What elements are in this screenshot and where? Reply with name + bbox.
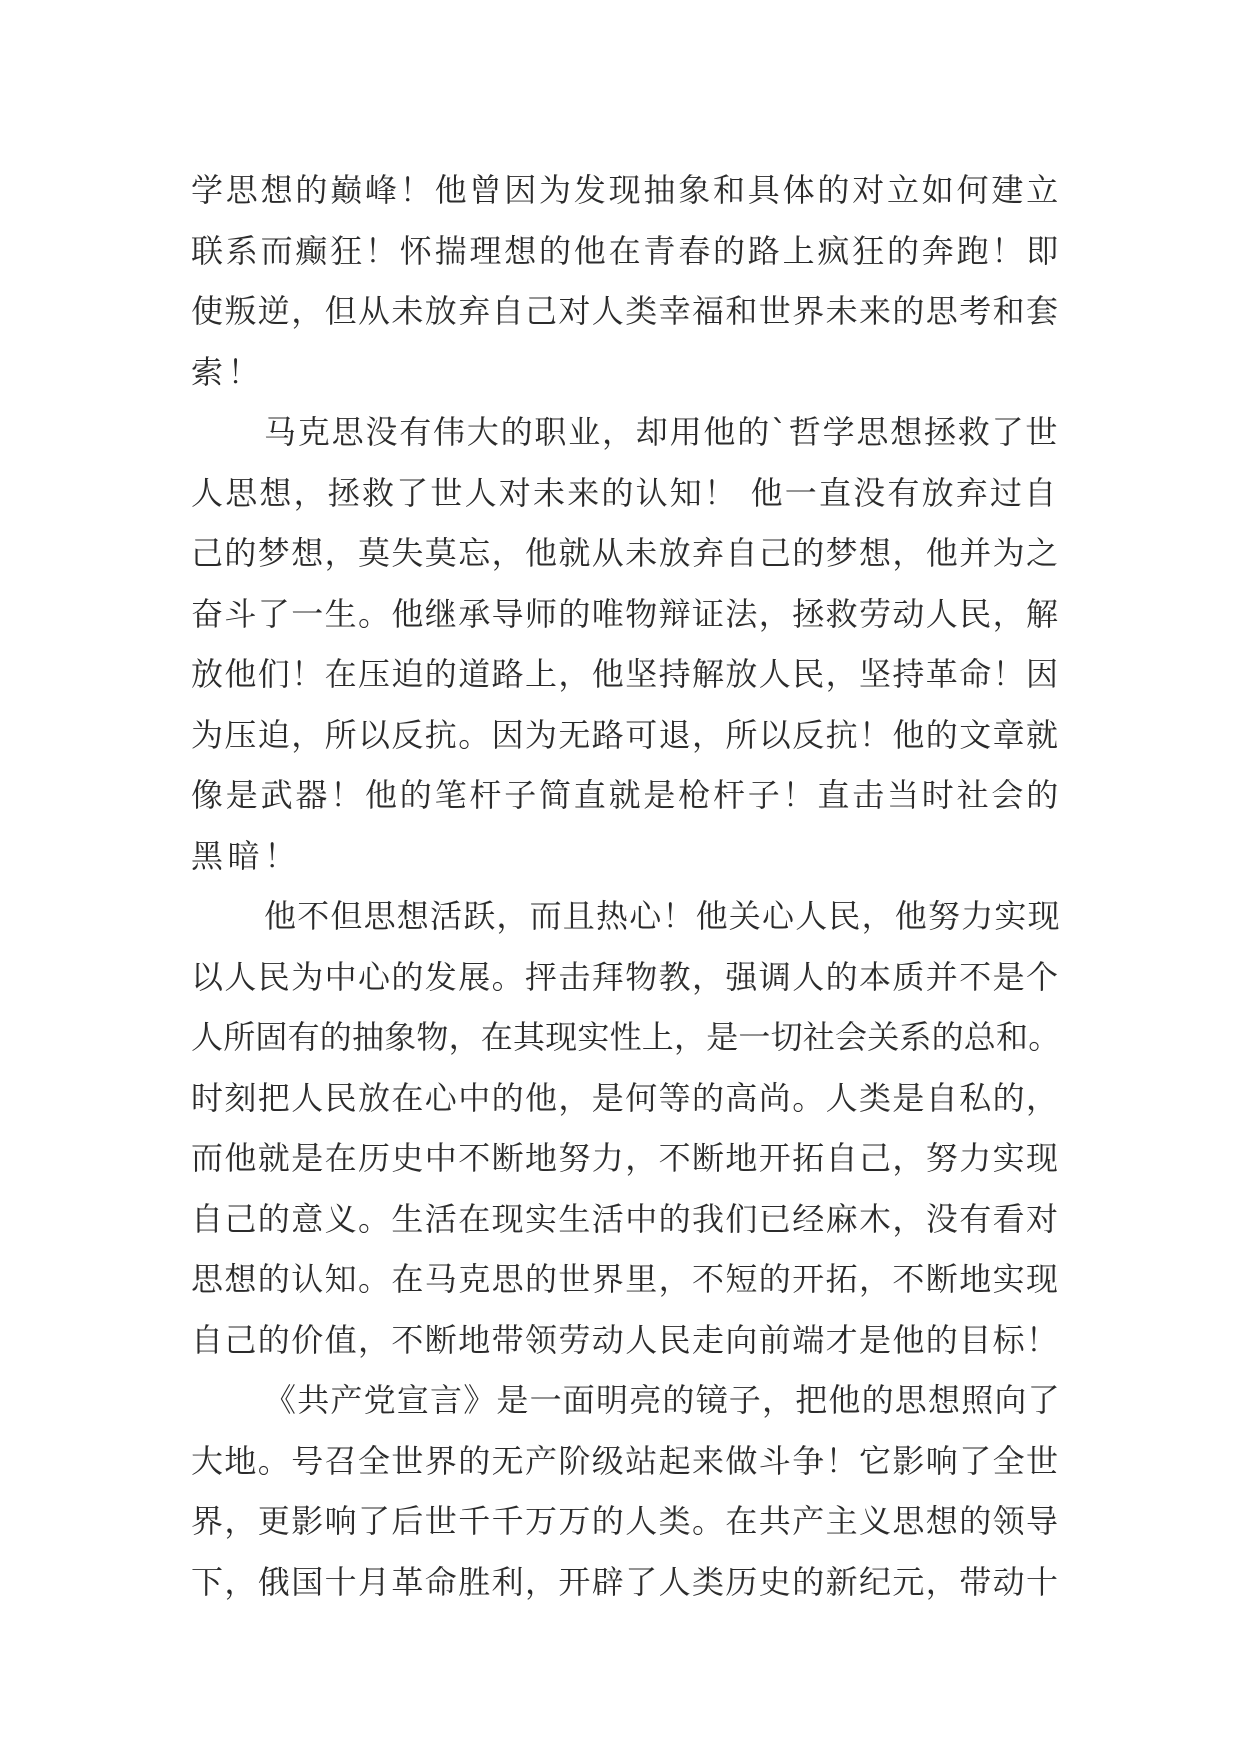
text-line: 联系而癫狂！怀揣理想的他在青春的路上疯狂的奔跑！即 bbox=[191, 231, 1062, 270]
text-line: 学思想的巅峰！他曾因为发现抽象和具体的对立如何建立 bbox=[191, 171, 1062, 209]
body-text bbox=[191, 160, 1061, 1612]
text-line: 索！ bbox=[191, 352, 265, 391]
text-line: 放他们！在压迫的道路上，他坚持解放人民，坚持革命！因 bbox=[191, 655, 1060, 693]
text-line: 以人民为中心的发展。抨击拜物教，强调人的本质并不是个 bbox=[191, 957, 1060, 996]
text-line: 人思想，拯救了世人对未来的认知！ 他一直没有放弃过自 bbox=[191, 473, 1059, 512]
text-line: 自己的意义。生活在现实生活中的我们已经麻木，没有看对 bbox=[191, 1199, 1060, 1238]
paragraph-first-line: 马克思没有伟大的职业，却用他的`哲学思想拯救了世 bbox=[264, 413, 1060, 451]
text-line: 使叛逆，但从未放弃自己对人类幸福和世界未来的思考和套 bbox=[191, 292, 1060, 330]
text-line: 奋斗了一生。他继承导师的唯物辩证法，拯救劳动人民，解 bbox=[191, 594, 1060, 633]
text-line: 为压迫，所以反抗。因为无路可退，所以反抗！他的文章就 bbox=[191, 715, 1060, 754]
text-line: 下，俄国十月革命胜利，开辟了人类历史的新纪元，带动十 bbox=[191, 1562, 1060, 1601]
paragraph-first-line: 《共产党宣言》是一面明亮的镜子，把他的思想照向了 bbox=[264, 1381, 1061, 1419]
text-line: 界，更影响了后世千千万万的人类。在共产主义思想的领导 bbox=[191, 1502, 1060, 1540]
text-line: 自己的价值，不断地带领劳动人民走向前端才是他的目标！ bbox=[191, 1320, 1060, 1359]
paragraph-first-line: 他不但思想活跃，而且热心！他关心人民，他努力实现 bbox=[264, 897, 1061, 935]
text-line: 己的梦想，莫失莫忘，他就从未放弃自己的梦想，他并为之 bbox=[191, 534, 1060, 572]
text-line: 黑暗！ bbox=[191, 836, 301, 875]
text-line: 人所固有的抽象物，在其现实性上，是一切社会关系的总和。 bbox=[191, 1018, 1061, 1056]
text-line: 大地。号召全世界的无产阶级站起来做斗争！它影响了全世 bbox=[191, 1441, 1060, 1480]
text-line: 思想的认知。在马克思的世界里，不短的开拓，不断地实现 bbox=[191, 1260, 1060, 1298]
text-line: 时刻把人民放在心中的他，是何等的高尚。人类是自私的， bbox=[191, 1078, 1060, 1117]
text-line: 而他就是在历史中不断地努力，不断地开拓自己，努力实现 bbox=[191, 1139, 1060, 1177]
text-line: 像是武器！他的笔杆子简直就是枪杆子！直击当时社会的 bbox=[191, 776, 1062, 814]
